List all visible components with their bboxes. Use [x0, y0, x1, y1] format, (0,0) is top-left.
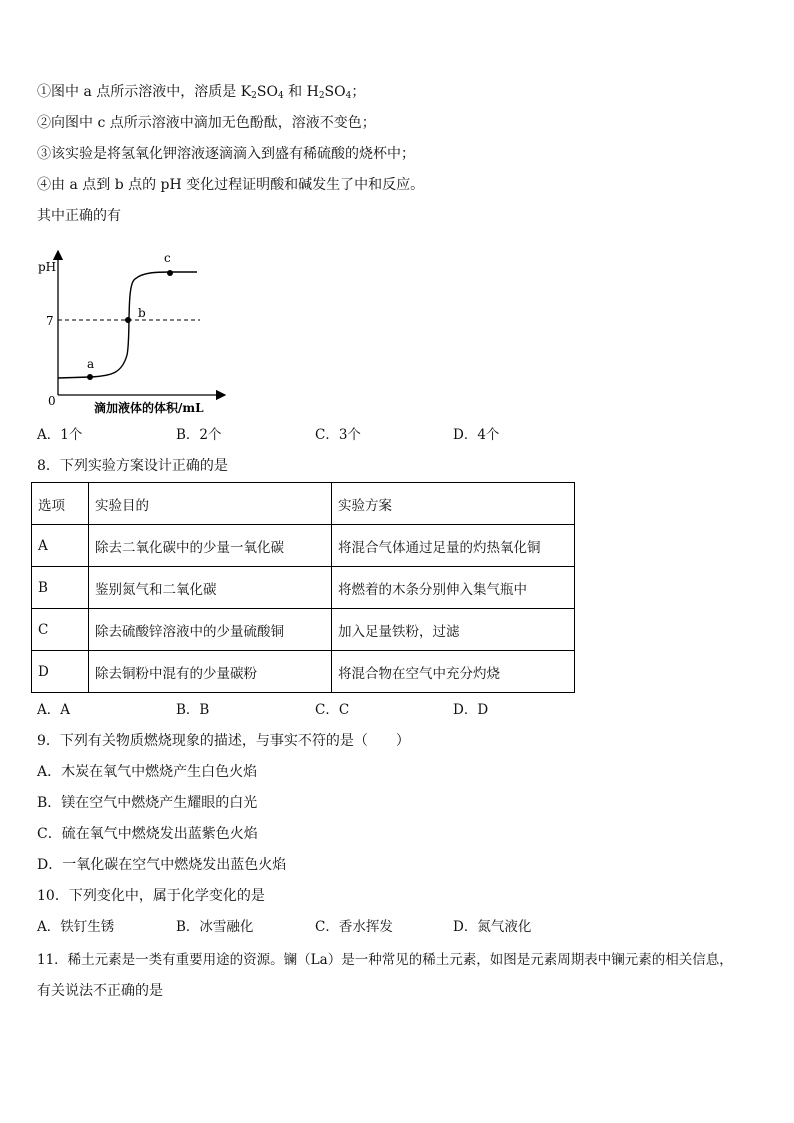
q10-option-c[interactable]: C．香水挥发 — [315, 919, 393, 935]
table-header-row — [32, 483, 575, 525]
y-tick-7: 7 — [46, 314, 54, 328]
statement-1-text: ①图中 a 点所示溶液中，溶质是 K — [37, 84, 252, 100]
point-b — [125, 317, 131, 323]
experiment-table — [31, 482, 575, 693]
table-cell: B — [32, 567, 89, 609]
q8-stem: 8．下列实验方案设计正确的是 — [37, 458, 228, 474]
q8-option-a[interactable]: A．A — [37, 702, 70, 718]
table-cell: C — [32, 609, 89, 651]
table-cell: 加入足量铁粉，过滤 — [332, 609, 575, 651]
q9-option-c[interactable]: C．硫在氧气中燃烧发出蓝紫色火焰 — [37, 826, 258, 842]
q8-option-b[interactable]: B．B — [176, 702, 210, 718]
q7-option-b[interactable]: B．2个 — [176, 427, 222, 443]
statement-1 — [37, 83, 365, 101]
ph-curve-figure — [30, 245, 235, 420]
q10-option-d[interactable]: D．氮气液化 — [453, 919, 532, 935]
q7-option-d[interactable]: D．4个 — [453, 427, 500, 443]
point-c — [167, 270, 173, 276]
table-cell: 除去二氧化碳中的少量一氧化碳 — [89, 525, 332, 567]
y-axis-label: pH — [38, 260, 57, 274]
q10-options — [37, 918, 737, 936]
table-header-cell: 实验目的 — [89, 483, 332, 525]
table-row — [32, 609, 575, 651]
q7-option-a[interactable]: A．1个 — [37, 427, 83, 443]
table-header-cell: 选项 — [32, 483, 89, 525]
table-row — [32, 525, 575, 567]
subscript: 4 — [345, 91, 352, 101]
statement-2: ②向图中 c 点所示溶液中滴加无色酚酞，溶液不变色； — [37, 115, 376, 131]
table-row — [32, 567, 575, 609]
q9-option-a[interactable]: A．木炭在氧气中燃烧产生白色火焰 — [37, 764, 258, 780]
origin-label: 0 — [48, 394, 56, 408]
point-a — [87, 374, 93, 380]
ph-curve — [58, 272, 197, 378]
q7-option-c[interactable]: C．3个 — [315, 427, 361, 443]
subscript: 2 — [318, 91, 325, 101]
point-a-label: a — [87, 357, 95, 371]
q9-option-d[interactable]: D．一氧化碳在空气中燃烧发出蓝色火焰 — [37, 857, 287, 873]
subscript: 2 — [251, 91, 257, 101]
q7-options — [37, 426, 737, 444]
q11-stem-line-2: 有关说法不正确的是 — [37, 983, 163, 999]
table-cell: A — [32, 525, 89, 567]
q11-stem-line-1: 11．稀土元素是一类有重要用途的资源。镧（La）是一种常见的稀土元素，如图是元素周期表中镧元素的相关信息， — [37, 952, 733, 968]
question-7-prompt: 其中正确的有 — [37, 208, 121, 224]
table-cell: 将燃着的木条分别伸入集气瓶中 — [332, 567, 575, 609]
table-cell: 将混合物在空气中充分灼烧 — [332, 651, 575, 693]
table-cell: 将混合气体通过足量的灼热氧化铜 — [332, 525, 575, 567]
table-row — [32, 651, 575, 693]
point-c-label: c — [164, 251, 171, 265]
formula-part: 和 H — [283, 84, 319, 100]
formula-part: ； — [351, 84, 366, 100]
q8-options — [37, 701, 737, 719]
subscript: 4 — [277, 91, 284, 101]
point-b-label: b — [138, 306, 146, 320]
formula-part: SO — [256, 84, 278, 100]
x-axis-label: 滴加液体的体积/mL — [94, 401, 204, 415]
q8-option-c[interactable]: C．C — [315, 702, 350, 718]
statement-3: ③该实验是将氢氧化钾溶液逐滴滴入到盛有稀硫酸的烧杯中； — [37, 146, 415, 162]
q10-option-a[interactable]: A．铁钉生锈 — [37, 919, 115, 935]
table-cell: 除去铜粉中混有的少量碳粉 — [89, 651, 332, 693]
q8-option-d[interactable]: D．D — [453, 702, 489, 718]
table-header-cell: 实验方案 — [332, 483, 575, 525]
formula-part: SO — [324, 84, 346, 100]
q10-option-b[interactable]: B．冰雪融化 — [176, 919, 254, 935]
table-cell: D — [32, 651, 89, 693]
q9-stem: 9．下列有关物质燃烧现象的描述，与事实不符的是（ ） — [37, 733, 410, 749]
q9-option-b[interactable]: B．镁在空气中燃烧产生耀眼的白光 — [37, 795, 258, 811]
q10-stem: 10．下列变化中，属于化学变化的是 — [37, 888, 265, 904]
statement-4: ④由 a 点到 b 点的 pH 变化过程证明酸和碱发生了中和反应。 — [37, 177, 425, 193]
table-cell: 鉴别氮气和二氧化碳 — [89, 567, 332, 609]
table-cell: 除去硫酸锌溶液中的少量硫酸铜 — [89, 609, 332, 651]
